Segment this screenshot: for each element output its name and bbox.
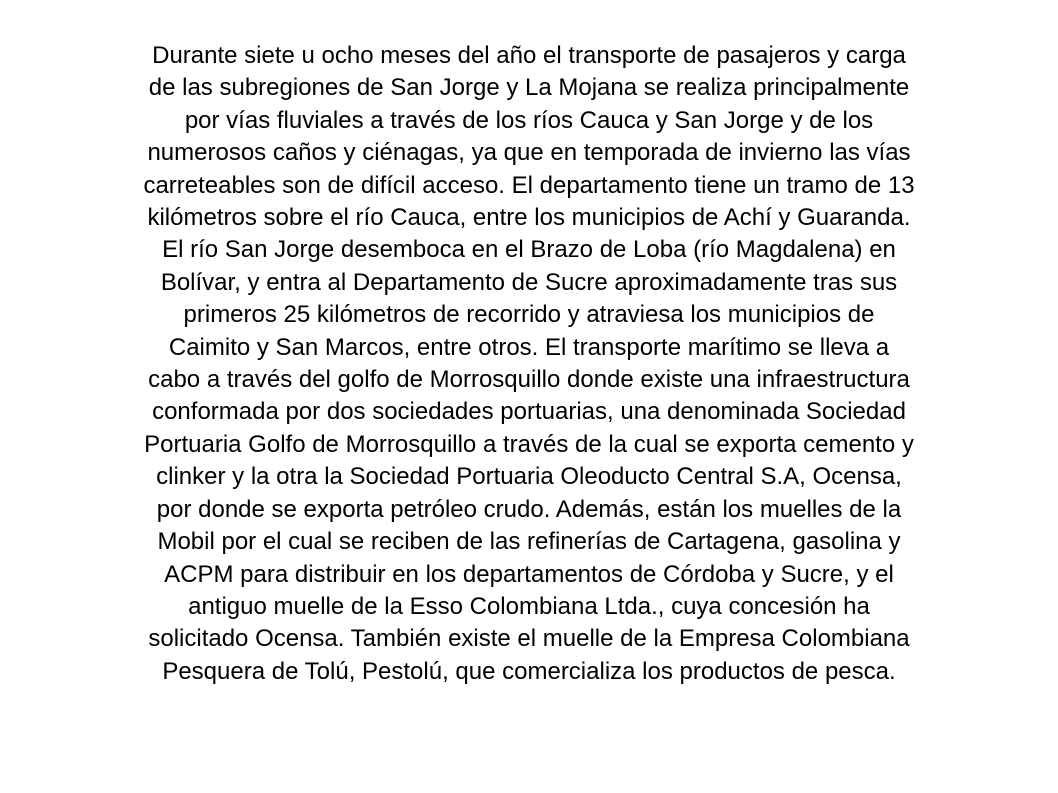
text-line: de las subregiones de San Jorge y La Mojana se realiza principalmente <box>148 74 910 102</box>
text-line: Bolívar, y entra al Departamento de Sucre aproximadamente tras sus <box>160 268 898 296</box>
text-line: solicitado Ocensa. También existe el muelle de la Empresa Colombiana <box>148 625 910 653</box>
text-line: kilómetros sobre el río Cauca, entre los municipios de Achí y Guaranda. <box>147 204 911 232</box>
text-line: por vías fluviales a través de los ríos Cauca y San Jorge y de los <box>184 106 874 134</box>
text-line: clinker y la otra la Sociedad Portuaria Oleoducto Central S.A, Ocensa, <box>156 463 902 491</box>
text-line: antiguo muelle de la Esso Colombiana Ltda., cuya concesión ha <box>188 592 870 620</box>
text-line: El río San Jorge desemboca en el Brazo de Loba (río Magdalena) en <box>162 236 896 264</box>
text-line: Durante siete u ocho meses del año el transporte de pasajeros y carga <box>152 42 906 69</box>
text-line: Mobil por el cual se reciben de las refinerías de Cartagena, gasolina y <box>157 528 901 556</box>
text-line: Caimito y San Marcos, entre otros. El transporte marítimo se lleva a <box>168 333 890 361</box>
text-line: Portuaria Golfo de Morrosquillo a través de la cual se exporta cemento y <box>144 430 914 458</box>
body-paragraph <box>40 40 1018 688</box>
text-line: primeros 25 kilómetros de recorrido y atraviesa los municipios de <box>183 301 875 329</box>
text-line: cabo a través del golfo de Morrosquillo donde existe una infraestructura <box>148 366 910 394</box>
text-line: numerosos caños y ciénagas, ya que en temporada de invierno las vías <box>147 139 911 167</box>
text-line: conformada por dos sociedades portuarias, una denominada Sociedad <box>152 398 906 426</box>
text-line: Pesquera de Tolú, Pestolú, que comercializa los productos de pesca. <box>162 657 896 685</box>
text-line: ACPM para distribuir en los departamentos de Córdoba y Sucre, y el <box>164 560 894 588</box>
text-line: carreteables son de difícil acceso. El departamento tiene un tramo de 13 <box>143 171 915 199</box>
text-line: por donde se exporta petróleo crudo. Además, están los muelles de la <box>156 495 902 523</box>
